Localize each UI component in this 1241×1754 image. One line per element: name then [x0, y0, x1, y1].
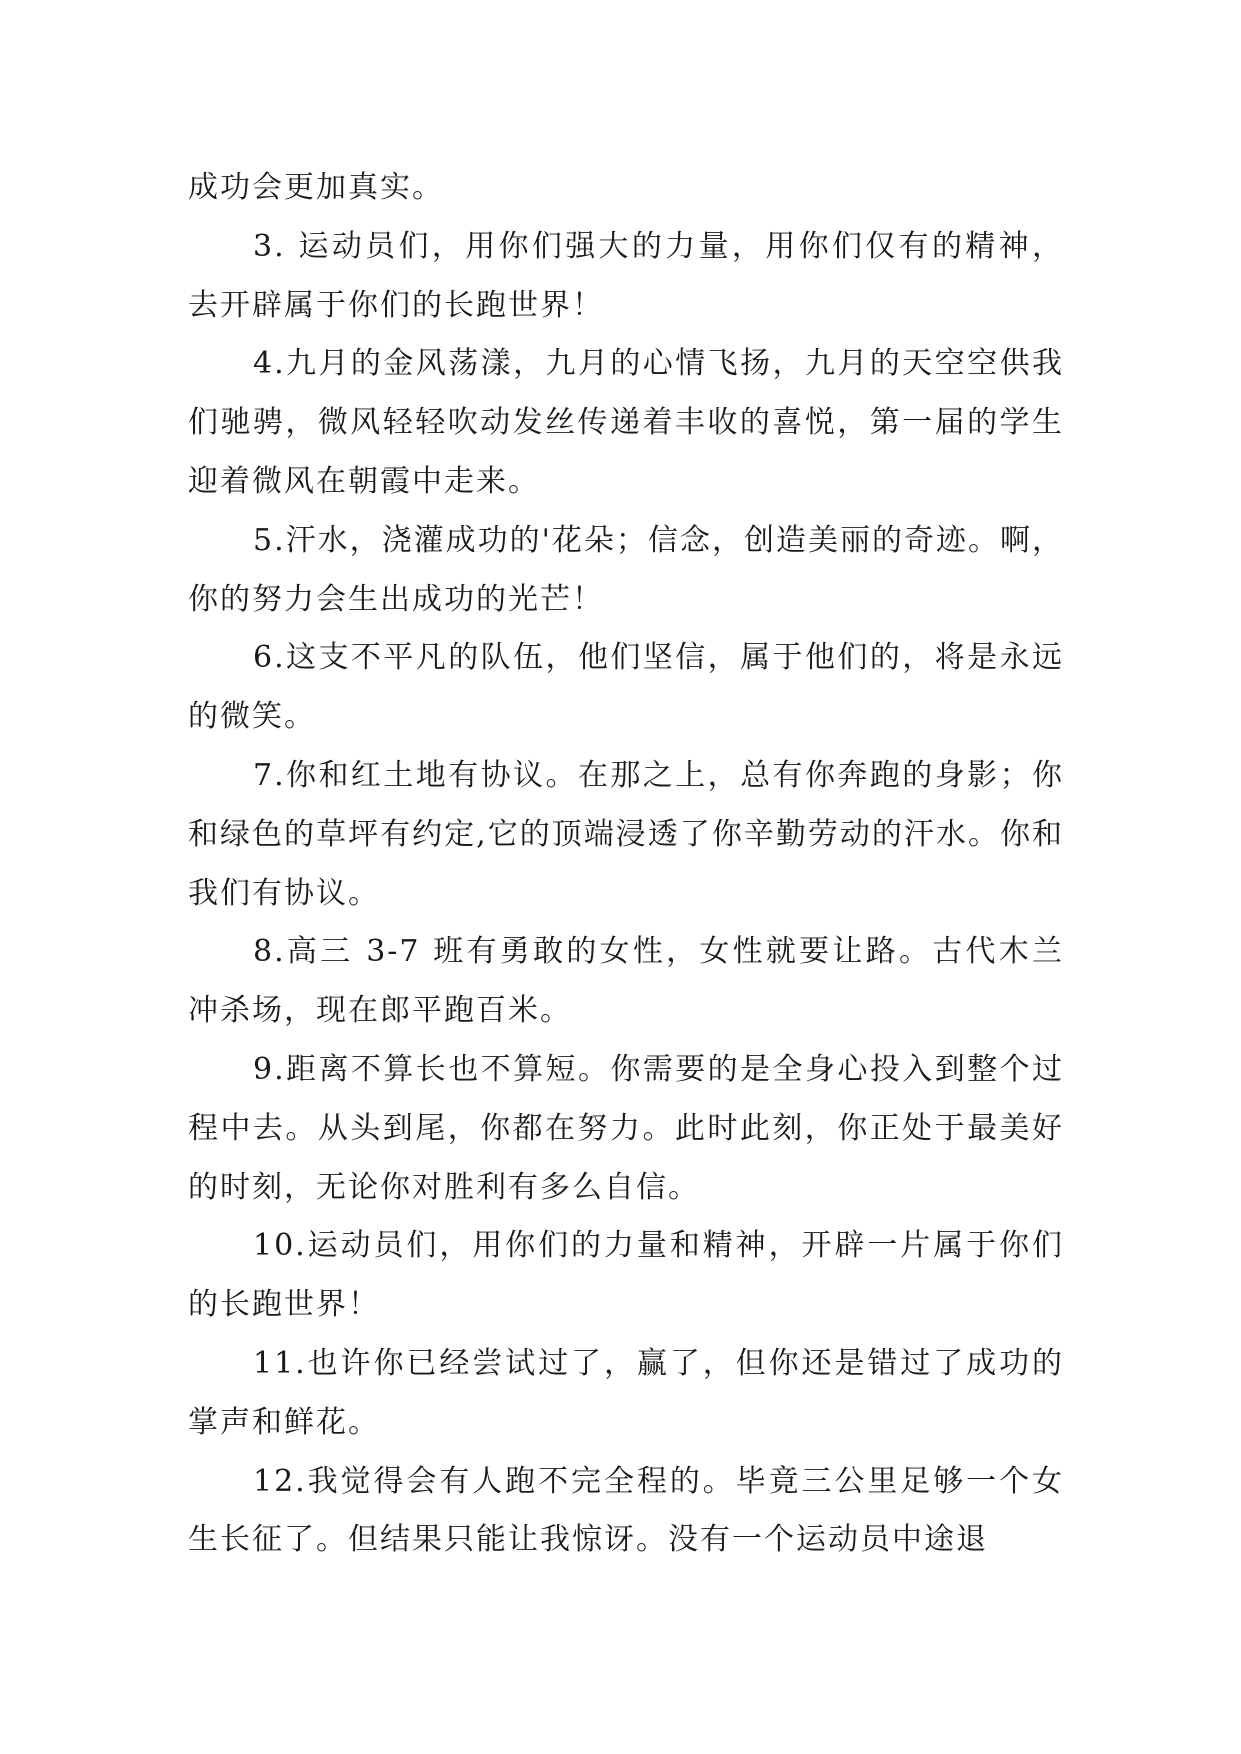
paragraph-item-5: 5.汗水，浇灌成功的'花朵；信念，创造美丽的奇迹。啊，你的努力会生出成功的光芒！ — [188, 522, 1064, 617]
paragraph-item-4: 4.九月的金风荡漾，九月的心情飞扬，九月的天空空供我们驰骋，微风轻轻吹动发丝传递着丰收的喜悦，第一届的学生迎着微风在朝霞中走来。 — [188, 346, 1064, 499]
paragraph-item-6: 6.这支不平凡的队伍，他们坚信，属于他们的，将是永远的微笑。 — [188, 640, 1064, 735]
paragraph-item-7: 7.你和红土地有协议。在那之上，总有你奔跑的身影；你和绿色的草坪有约定,它的顶端浸透了你辛勤劳动的汗水。你和我们有协议。 — [188, 757, 1064, 911]
paragraph-item-8: 8.高三 3-7 班有勇敢的女性，女性就要让路。古代木兰冲杀场，现在郎平跑百米。 — [188, 934, 1064, 1029]
paragraph-item-11: 11.也许你已经尝试过了，赢了，但你还是错过了成功的掌声和鲜花。 — [188, 1345, 1064, 1440]
paragraph-item-10: 10.运动员们，用你们的力量和精神，开辟一片属于你们的长跑世界！ — [188, 1228, 1064, 1323]
paragraph-item-12: 12.我觉得会有人跑不完全程的。毕竟三公里足够一个女生长征了。但结果只能让我惊讶。没有一个运动员中途退 — [188, 1463, 1064, 1558]
document-body — [188, 159, 1064, 1570]
paragraph-item-9: 9.距离不算长也不算短。你需要的是全身心投入到整个过程中去。从头到尾，你都在努力。此时此刻，你正处于最美好的时刻，无论你对胜利有多么自信。 — [188, 1051, 1064, 1205]
paragraph-continuation: 成功会更加真实。 — [188, 170, 444, 205]
paragraph-item-3: 3. 运动员们，用你们强大的力量，用你们仅有的精神，去开辟属于你们的长跑世界！ — [188, 228, 1064, 323]
